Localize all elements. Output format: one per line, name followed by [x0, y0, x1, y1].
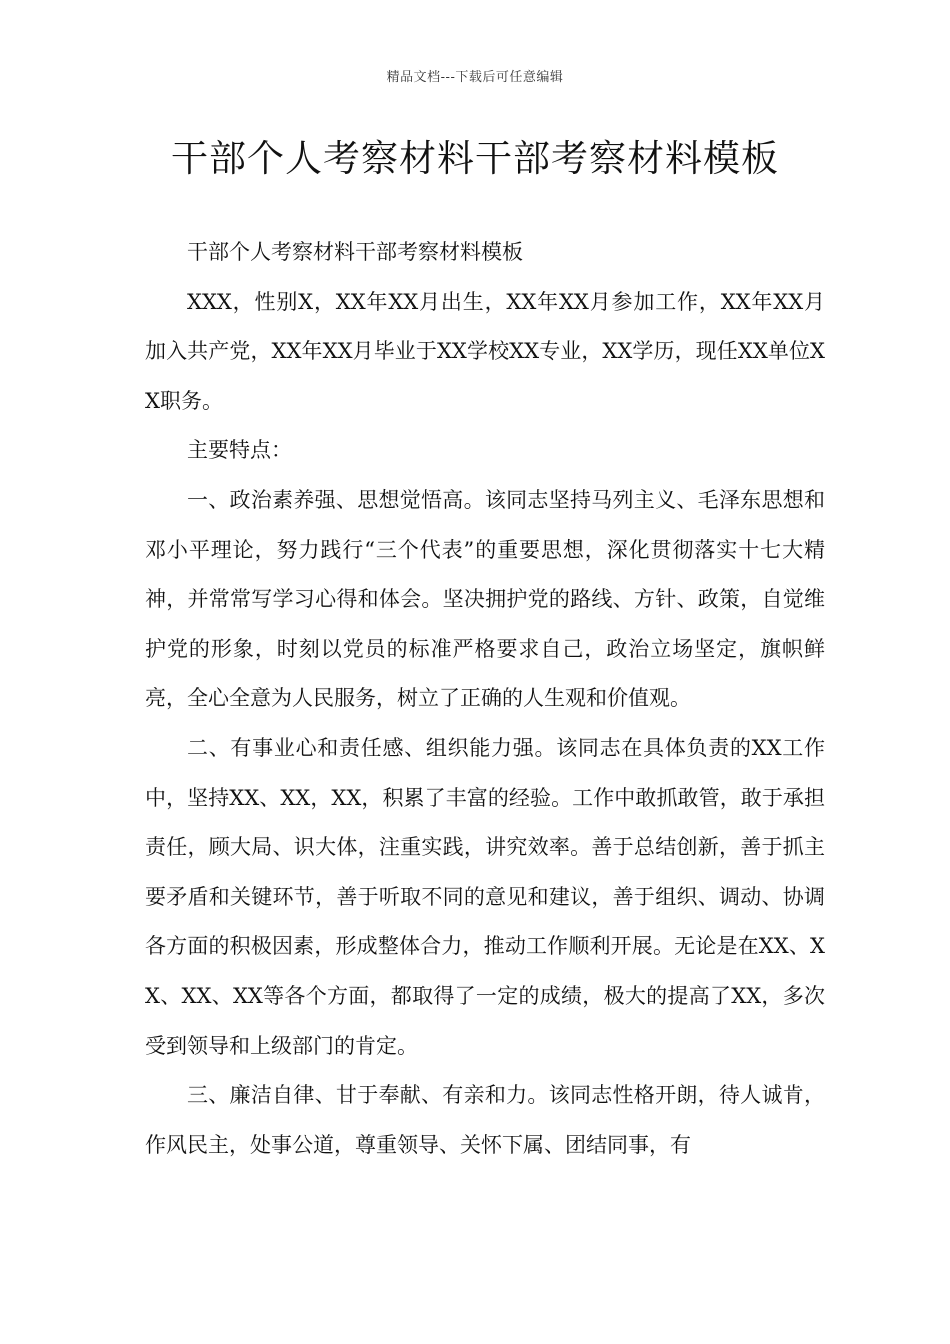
- body-paragraph: 三、廉洁自律、甘于奉献、有亲和力。该同志性格开朗，待人诚肯，作风民主，处事公道，尊重领导、关怀下属、团结同事，有: [145, 1083, 825, 1157]
- body-paragraph: 主要特点：: [187, 438, 292, 463]
- document-body: [145, 228, 825, 1170]
- header-note: 精品文档---下载后可任意编辑: [386, 70, 564, 85]
- body-paragraph: XXX，性别X，XX年XX月出生，XX年XX月参加工作，XX年XX月加入共产党，XX年XX月毕业于XX学校XX专业，XX学历，现任XX单位XX职务。: [145, 289, 825, 413]
- body-paragraph: 一、政治素养强、思想觉悟高。该同志坚持马列主义、毛泽东思想和邓小平理论，努力践行“三个代表”的重要思想，深化贯彻落实十七大精神，并常常写学习心得和体会。坚决拥护党的路线、方针、政策，自觉维护党的形象，时刻以党员的标准严格要求自己，政治立场坚定，旗帜鲜亮，全心全意为人民服务，树立了正确的人生观和价值观。: [145, 487, 825, 711]
- document-title: 干部个人考察材料干部考察材料模板: [171, 137, 779, 180]
- body-paragraph: 二、有事业心和责任感、组织能力强。该同志在具体负责的XX工作中，坚持XX、XX，XX，积累了丰富的经验。工作中敢抓敢管，敢于承担责任，顾大局、识大体，注重实践，讲究效率。善于总结创新，善于抓主要矛盾和关键环节，善于听取不同的意见和建议，善于组织、调动、协调各方面的积极因素，形成整体合力，推动工作顺利开展。无论是在XX、XX、XX、XX等各个方面，都取得了一定的成绩，极大的提高了XX，多次受到领导和上级部门的肯定。: [145, 735, 825, 1058]
- body-paragraph: 干部个人考察材料干部考察材料模板: [187, 240, 523, 264]
